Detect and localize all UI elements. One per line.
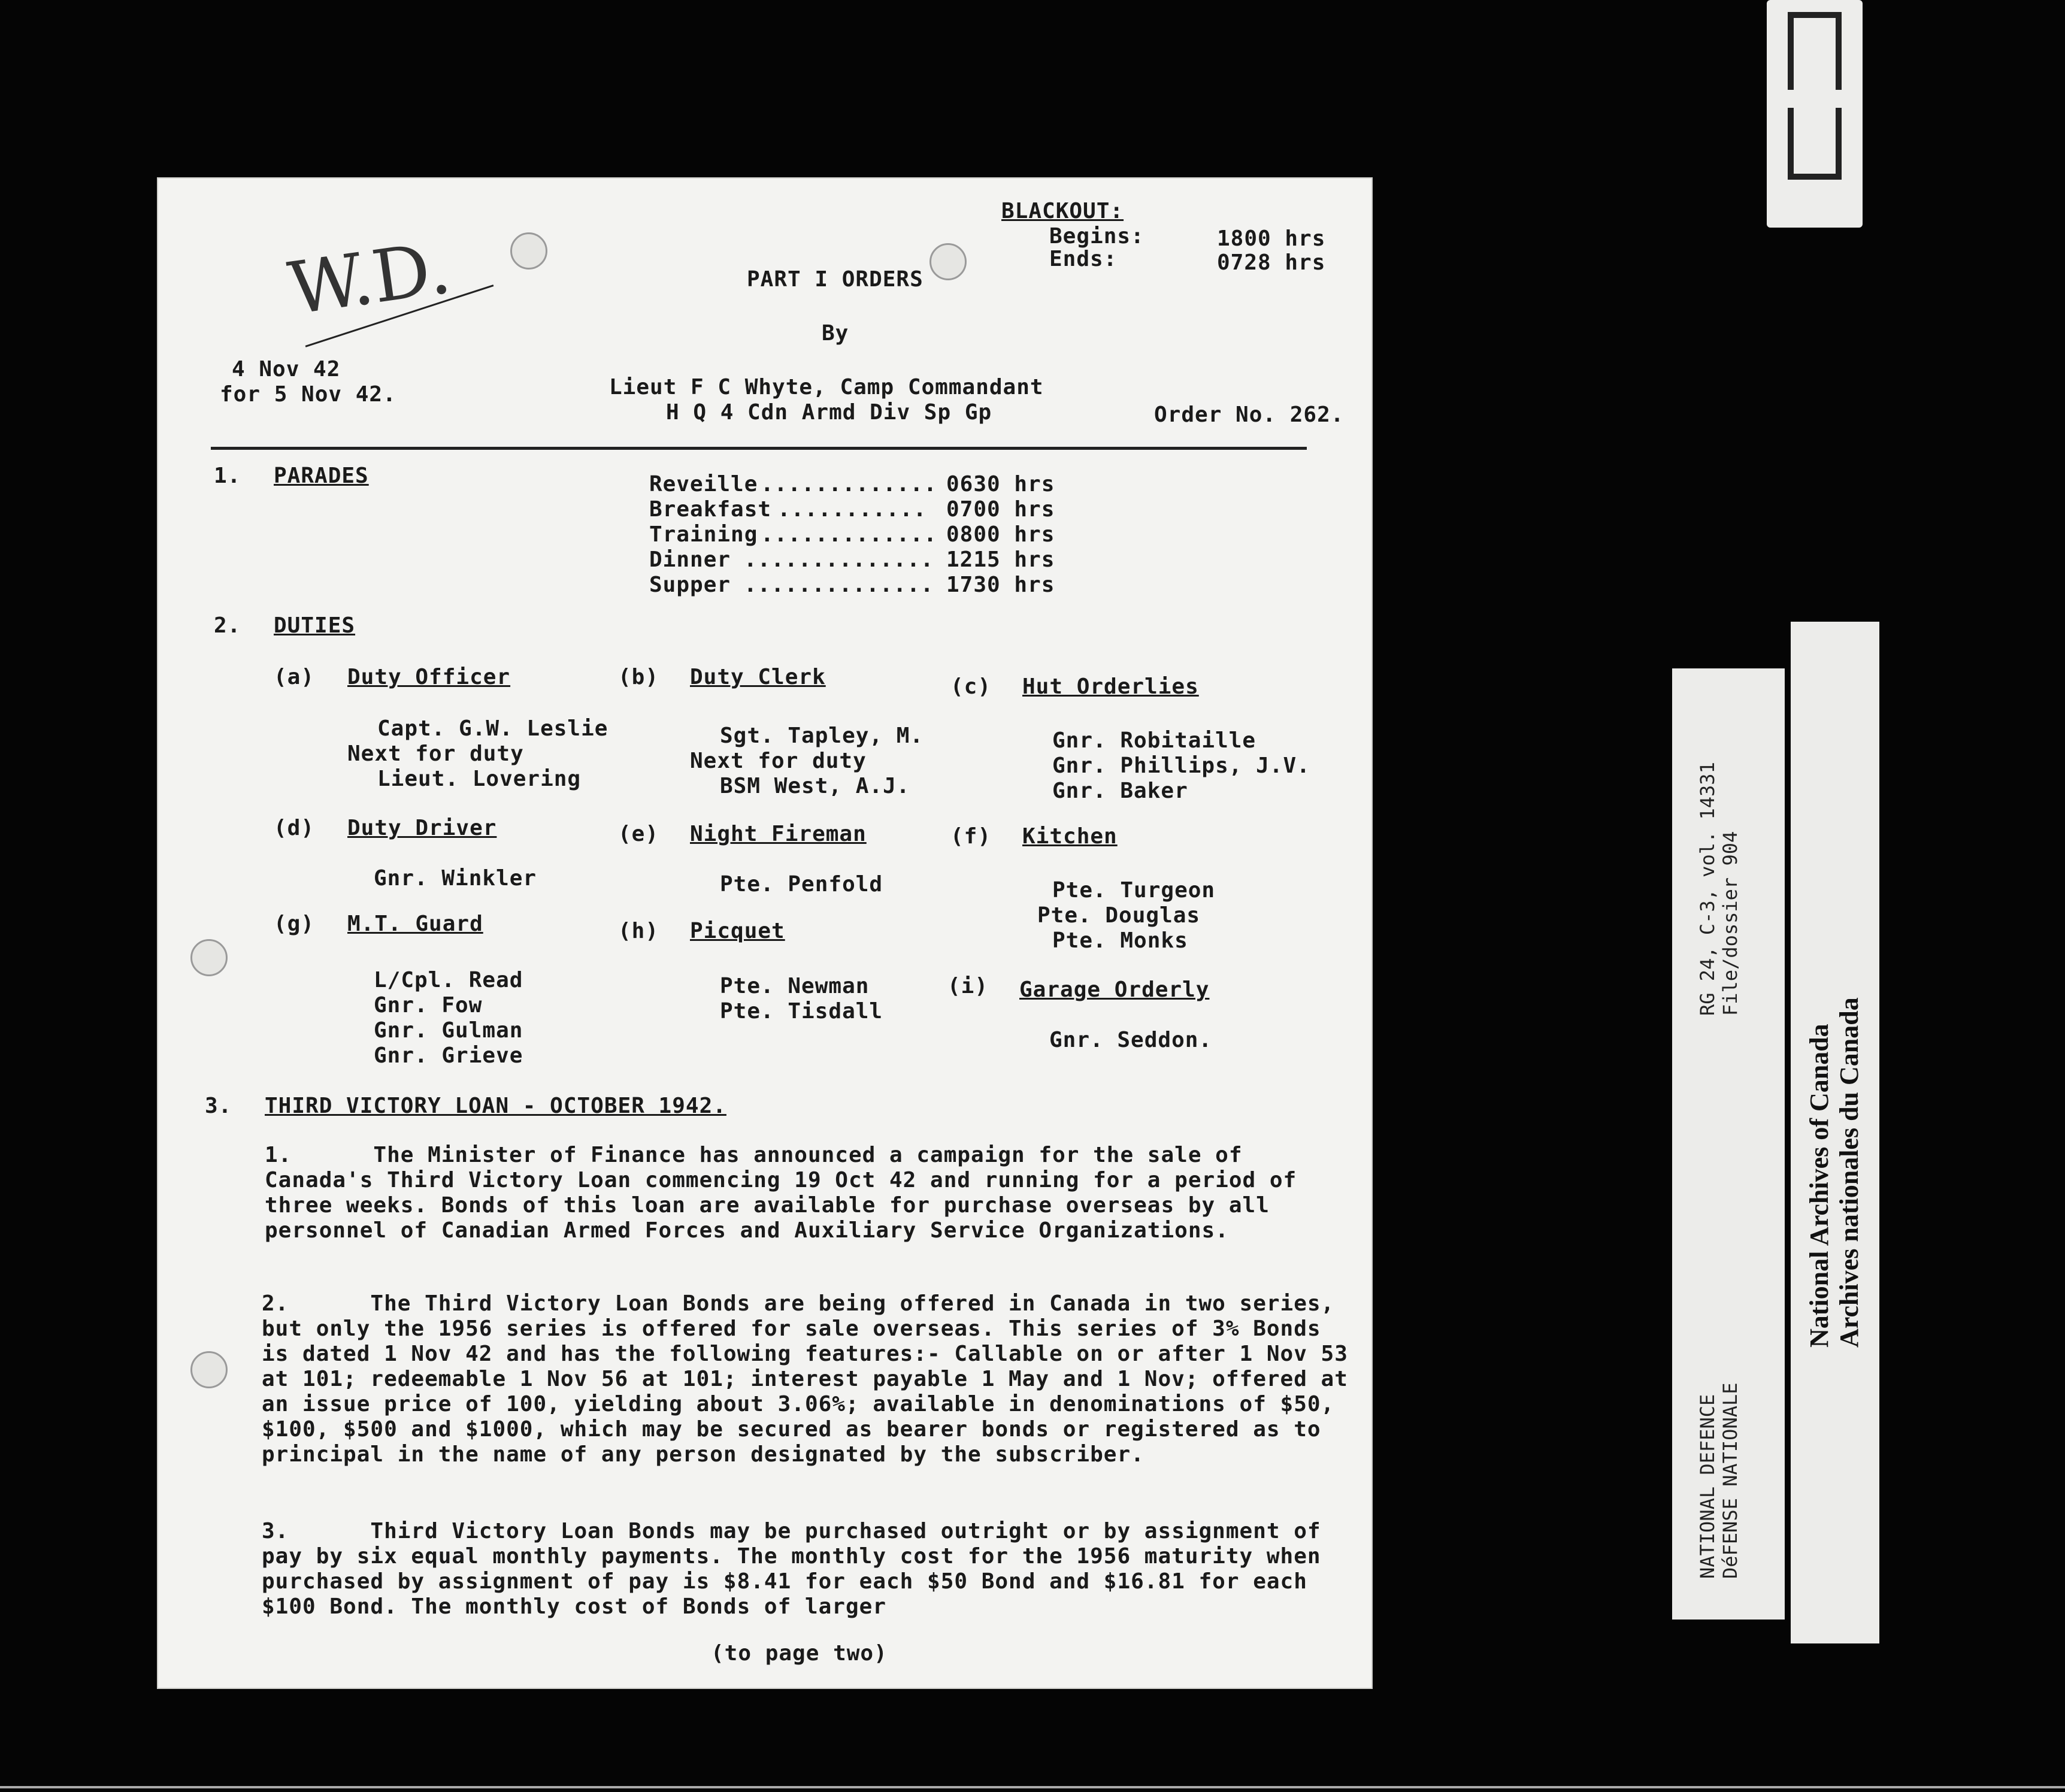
blackout-ends-value: 0728 hrs bbox=[1217, 250, 1326, 275]
archive-reference-card bbox=[1672, 668, 1785, 1620]
document-page bbox=[157, 177, 1373, 1689]
duty-heading: Kitchen bbox=[1022, 824, 1118, 849]
duty-name: Next for duty bbox=[690, 749, 867, 773]
duty-name: Gnr. Seddon. bbox=[1049, 1028, 1213, 1052]
issuer-line-1: Lieut F C Whyte, Camp Commandant bbox=[609, 375, 1044, 399]
parade-name: Dinner bbox=[649, 547, 731, 572]
duty-name: Gnr. Gulman bbox=[374, 1018, 523, 1043]
section-2-number: 2. bbox=[214, 613, 241, 638]
punch-hole bbox=[510, 232, 547, 270]
duty-name: Pte. Newman bbox=[720, 974, 870, 998]
film-frame-tab bbox=[1767, 0, 1863, 228]
duty-letter: (c) bbox=[950, 674, 992, 699]
duty-heading: M.T. Guard bbox=[347, 912, 483, 936]
parade-name: Breakfast bbox=[649, 497, 772, 522]
department-line-1: NATIONAL DEFENCE bbox=[1696, 1394, 1719, 1579]
duty-name: Gnr. Robitaille bbox=[1052, 728, 1256, 753]
duty-name: Gnr. Fow bbox=[374, 993, 483, 1018]
blackout-begins-label: Begins: bbox=[1049, 224, 1144, 249]
archives-name-french: Archives nationales du Canada bbox=[1834, 997, 1864, 1348]
loan-paragraph-3: 3. Third Victory Loan Bonds may be purchased outright or by assignment of pay by six equal monthly payments. The monthly cost for the 1956 maturity when purchased by assignment of pay is $8.41 for each $50 Bond and $16.81 for each $100 Bond. The monthly cost of Bonds of larger bbox=[262, 1519, 1335, 1619]
duty-heading: Garage Orderly bbox=[1019, 977, 1210, 1002]
by-line: By bbox=[822, 321, 849, 346]
duty-name: Lieut. Lovering bbox=[377, 767, 582, 791]
punch-hole bbox=[190, 1351, 228, 1388]
department-line-2: DéFENSE NATIONALE bbox=[1719, 1382, 1742, 1579]
duty-name: Sgt. Tapley, M. bbox=[720, 724, 924, 748]
parade-name: Supper bbox=[649, 573, 731, 597]
duty-letter: (a) bbox=[274, 665, 315, 689]
duty-letter: (h) bbox=[618, 919, 659, 943]
reference-line-2: File/dossier 904 bbox=[1719, 831, 1742, 1016]
duty-heading: Night Fireman bbox=[690, 822, 867, 846]
section-3-heading: THIRD VICTORY LOAN - OCTOBER 1942. bbox=[265, 1094, 726, 1118]
loan-paragraph-1: 1. The Minister of Finance has announced a campaign for the sale of Canada's Third Victory Loan commencing 19 Oct 42 and running for a period of three weeks. Bonds of this loan are available for purchase overseas by all personnel of Canadian Armed Forces and Auxiliary Service Organizations. bbox=[265, 1143, 1310, 1243]
blackout-begins-value: 1800 hrs bbox=[1217, 226, 1326, 251]
duty-name: Pte. Monks bbox=[1052, 928, 1188, 953]
parade-time: 0800 hrs bbox=[946, 522, 1055, 547]
duty-letter: (b) bbox=[618, 665, 659, 689]
duty-name: Pte. Tisdall bbox=[720, 999, 883, 1024]
duty-letter: (e) bbox=[618, 822, 659, 846]
duty-name: Pte. Penfold bbox=[720, 872, 883, 897]
duty-name: Next for duty bbox=[347, 741, 524, 766]
order-number: Order No. 262. bbox=[1154, 402, 1345, 427]
parade-time: 0630 hrs bbox=[946, 472, 1055, 497]
duty-heading: Duty Clerk bbox=[690, 665, 826, 689]
duty-name: Capt. G.W. Leslie bbox=[377, 716, 608, 741]
parade-leader: .............. bbox=[744, 547, 934, 572]
parade-time: 1730 hrs bbox=[946, 573, 1055, 597]
archives-name-english: National Archives of Canada bbox=[1804, 1024, 1834, 1348]
page-title: PART I ORDERS bbox=[747, 267, 924, 292]
scan-edge-line bbox=[0, 1786, 2065, 1788]
duty-heading: Duty Officer bbox=[347, 665, 511, 689]
duty-letter: (g) bbox=[274, 912, 315, 936]
issuer-line-2: H Q 4 Cdn Armd Div Sp Gp bbox=[666, 400, 992, 425]
punch-hole bbox=[190, 939, 228, 976]
blackout-ends-label: Ends: bbox=[1049, 247, 1118, 271]
blackout-heading: BLACKOUT: bbox=[1001, 199, 1124, 223]
archives-stamp-card bbox=[1791, 622, 1879, 1643]
punch-hole bbox=[929, 243, 967, 280]
duty-letter: (i) bbox=[947, 974, 989, 998]
loan-paragraph-2: 2. The Third Victory Loan Bonds are being offered in Canada in two series, but only the 1956 series is offered for sale overseas. This series of 3% Bonds is dated 1 Nov 42 and has the following features:- Callable on or after 1 Nov 53 at 101; redeemable 1 Nov 56 at 101; interest payable 1 May and 1 Nov; offered at an issue price of 100, yielding about 3.06%; available in denominations of $50, $100, $500 and $1000, which may be secured as bearer bonds or registered as to principal in the name of any person designated by the subscriber. bbox=[262, 1291, 1362, 1467]
parade-leader: ........... bbox=[777, 497, 927, 522]
header-divider bbox=[211, 447, 1307, 450]
date-line-2: for 5 Nov 42. bbox=[220, 382, 396, 407]
parade-name: Reveille bbox=[649, 472, 758, 497]
duty-heading: Hut Orderlies bbox=[1022, 674, 1199, 699]
duty-heading: Picquet bbox=[690, 919, 785, 943]
duty-name: BSM West, A.J. bbox=[720, 774, 910, 798]
duty-name: Gnr. Grieve bbox=[374, 1043, 523, 1068]
date-line-1: 4 Nov 42 bbox=[232, 357, 341, 382]
parade-name: Training bbox=[649, 522, 758, 547]
duty-name: Gnr. Phillips, J.V. bbox=[1052, 753, 1310, 778]
duty-name: Pte. Turgeon bbox=[1052, 878, 1216, 903]
section-1-number: 1. bbox=[214, 464, 241, 488]
duty-name: Pte. Douglas bbox=[1037, 903, 1201, 928]
section-3-number: 3. bbox=[205, 1094, 232, 1118]
duty-letter: (f) bbox=[950, 824, 992, 849]
section-2-heading: DUTIES bbox=[274, 613, 356, 638]
parade-leader: ............. bbox=[761, 472, 937, 497]
handwritten-mark: W.D. bbox=[283, 226, 456, 332]
section-1-heading: PARADES bbox=[274, 464, 369, 488]
parade-time: 0700 hrs bbox=[946, 497, 1055, 522]
parade-time: 1215 hrs bbox=[946, 547, 1055, 572]
parade-leader: ............. bbox=[761, 522, 937, 547]
parade-leader: .............. bbox=[744, 573, 934, 597]
duty-letter: (d) bbox=[274, 816, 315, 840]
reference-line-1: RG 24, C-3, vol. 14331 bbox=[1696, 762, 1719, 1016]
continuation-note: (to page two) bbox=[711, 1641, 888, 1666]
duty-name: Gnr. Winkler bbox=[374, 866, 537, 891]
duty-name: Gnr. Baker bbox=[1052, 779, 1188, 803]
duty-name: L/Cpl. Read bbox=[374, 968, 523, 992]
duty-heading: Duty Driver bbox=[347, 816, 497, 840]
